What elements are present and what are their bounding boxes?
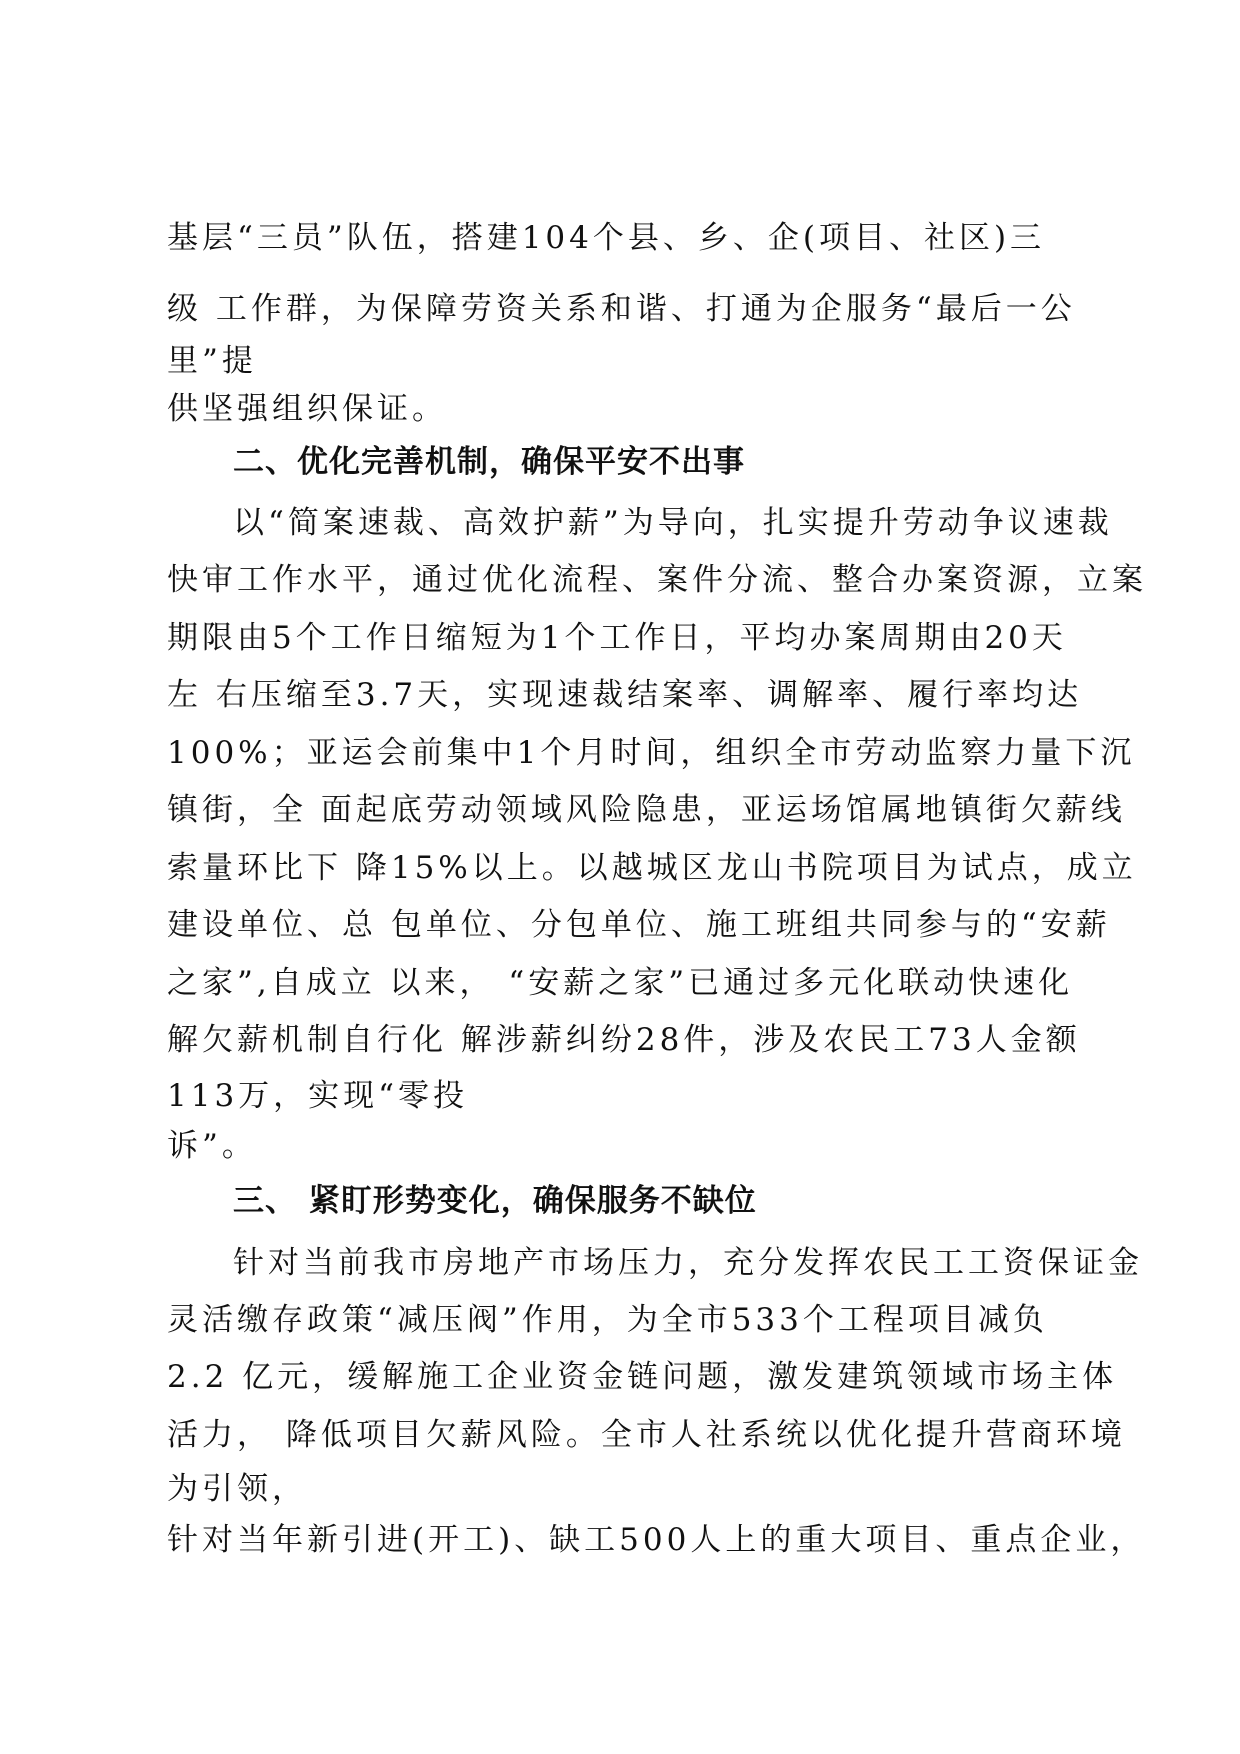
section-heading-2: 二、优化完善机制，确保平安不出事 bbox=[233, 444, 745, 480]
body-text-line: 建设单位、总 包单位、分包单位、施工班组共同参与的“安薪 bbox=[167, 907, 1111, 943]
body-text-line: 解欠薪机制自行化 解涉薪纠纷28件，涉及农民工73人金额 bbox=[167, 1022, 1081, 1058]
body-text-line: 级 工作群，为保障劳资关系和谐、打通为企服务“最后一公 bbox=[167, 291, 1076, 327]
body-text-line: 期限由5个工作日缩短为1个工作日，平均办案周期由20天 bbox=[167, 620, 1067, 656]
body-text-line: 基层“三员”队伍，搭建104个县、乡、企(项目、社区)三 bbox=[167, 220, 1046, 256]
body-text-line: 灵活缴存政策“减压阀”作用，为全市533个工程项目减负 bbox=[167, 1302, 1048, 1338]
body-text-line: 诉”。 bbox=[167, 1128, 257, 1164]
body-text-line: 针对当前我市房地产市场压力，充分发挥农民工工资保证金 bbox=[233, 1245, 1143, 1281]
body-text-line: 镇街，全 面起底劳动领域风险隐患，亚运场馆属地镇街欠薪线 bbox=[167, 792, 1126, 828]
body-text-line: 之家”,自成立 以来， “安薪之家”已通过多元化联动快速化 bbox=[167, 965, 1074, 1001]
body-text-line: 为引领， bbox=[167, 1471, 307, 1507]
body-text-line: 2.2 亿元，缓解施工企业资金链问题，激发建筑领域市场主体 bbox=[167, 1359, 1118, 1395]
body-text-line: 100%；亚运会前集中1个月时间，组织全市劳动监察力量下沉 bbox=[167, 735, 1136, 771]
body-text-line: 索量环比下 降15%以上。以越城区龙山书院项目为试点，成立 bbox=[167, 850, 1137, 886]
body-text-line: 左 右压缩至3.7天，实现速裁结案率、调解率、履行率均达 bbox=[167, 677, 1083, 713]
body-text-line: 快审工作水平，通过优化流程、案件分流、整合办案资源，立案 bbox=[167, 562, 1147, 598]
body-text-line: 活力， 降低项目欠薪风险。全市人社系统以优化提升营商环境 bbox=[167, 1417, 1126, 1453]
body-text-line: 里”提 bbox=[167, 343, 257, 379]
body-text-line: 113万，实现“零投 bbox=[167, 1078, 469, 1114]
body-text-line: 针对当年新引进(开工)、缺工500人上的重大项目、重点企业， bbox=[167, 1522, 1146, 1558]
section-heading-3: 三、 紧盯形势变化，确保服务不缺位 bbox=[233, 1183, 757, 1219]
body-text-line: 供坚强组织保证。 bbox=[167, 391, 447, 427]
body-text-line: 以“简案速裁、高效护薪”为导向，扎实提升劳动争议速裁 bbox=[233, 505, 1113, 541]
